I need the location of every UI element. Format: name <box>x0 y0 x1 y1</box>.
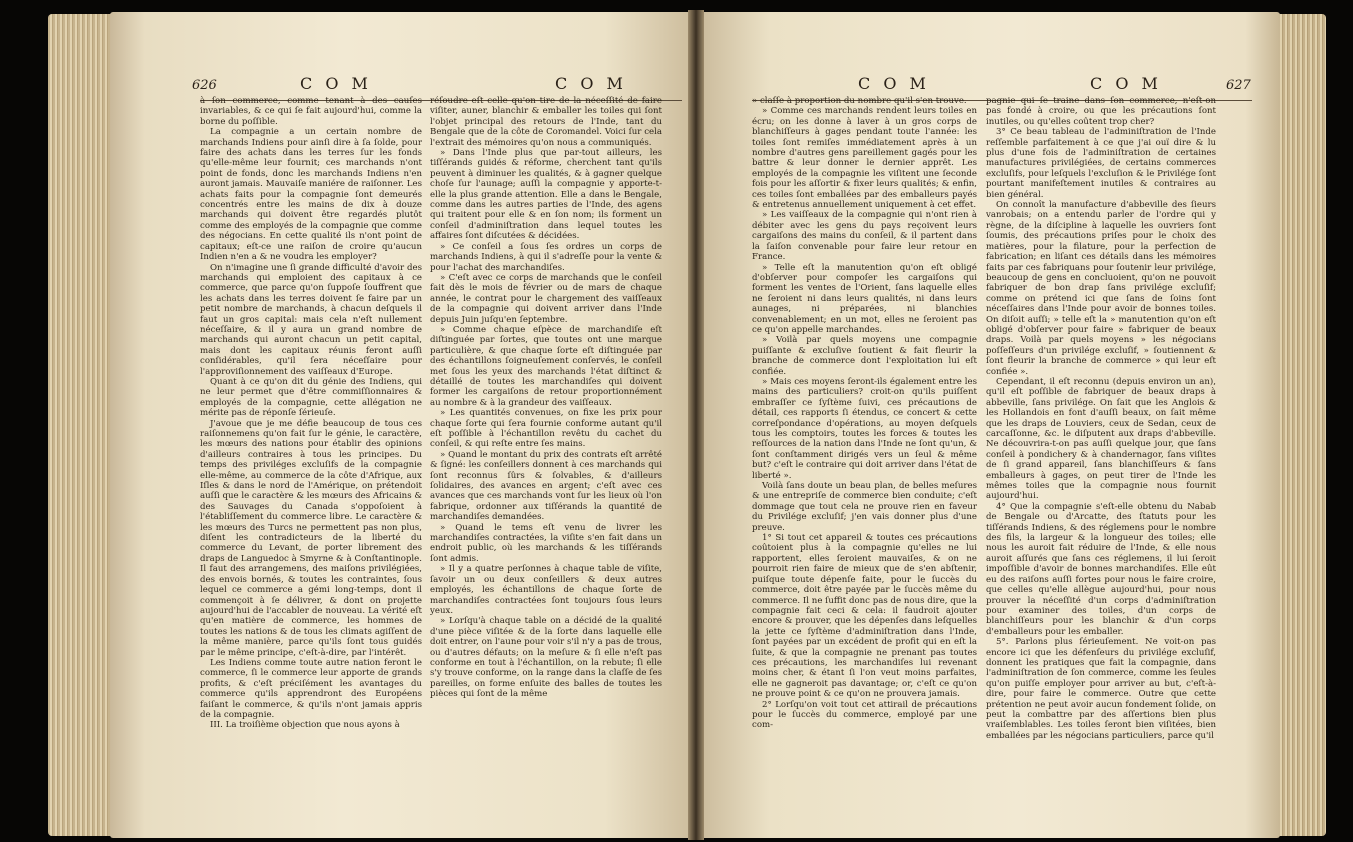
paragraph: Cependant, il eſt reconnu (depuis environ un an), qu'il eſt poſſible de fabriquer de beaux draps à abbeville, ſans privilége. On ſait que les Anglois & les Hollandois en font d'auſſi beaux, on ſait même que les draps de Louviers, ceux de Sedan, ceux de carcaſſonne, &c. le diſputent aux draps d'abbeville. Ne découvrira-t-on pas auſſi quelque jour, que ſans conſeil à pondichery & à chandernagor, ſans viſites de ſi grand appareil, ſans blanchiſſeurs & ſans emballeurs à gages, on peut tirer de l'Inde les mêmes toiles que la compagnie nous fournit aujourd'hui. <box>986 376 1216 502</box>
paragraph: III. La troiſième objection que nous ayons à <box>210 720 400 731</box>
paragraph: La compagnie a un certain nombre de marchands Indiens pour ainſi dire à ſa ſolde, pour faire des achats dans les terres ſur les fonds qu'elle-même leur fournit; ces marchands n'ont point de fonds, donc les marchands Indiens n'en auront jamais. Mauvaiſe maniére de raiſonner. Les achats faits pour la compagnie ſont demeurés concentrés entre les mains de dix à douze marchands qui doivent être regardés plutôt comme des employés de la compagnie que comme des négocians. En cette qualité ils n'ont point de capitaux; eſt-ce une raiſon de croire qu'aucun Indien n'en a & ne voudra les employer? <box>200 127 422 263</box>
paragraph: 5°. Parlons plus ſérieuſement. Ne voit-on pas encore ici que les défenſeurs du privilége excluſif, donnent les pratiques que fait la compagnie, dans l'adminiſtration de ſon commerce, comme les ſeules qu'on puiſſe employer pour arriver au but, c'eſt-à-dire, pour faire le commerce. Outre que cette prétention ne peut avoir aucun fondement ſolide, on peut la combattre par des aſſertions bien plus vraiſemblables. Les toiles ſeront bien viſitées, bien emballées par les négocians particuliers, parce qu'il <box>986 637 1216 741</box>
paragraph: à ſon commerce, comme tenant à des cauſes invariables, & ce qui ſe fait aujourd'hui, comme la borne du poſſible. <box>200 96 422 127</box>
text-column-1 <box>200 96 422 828</box>
text-column-1 <box>752 96 977 828</box>
paragraph: » C'eſt avec ce corps de marchands que le conſeil fait dès le mois de février ou de mars de chaque année, le contrat pour le chargement des vaiſſeaux de la compagnie qui doivent arriver dans l'Inde depuis Juin juſqu'en ſeptembre. <box>430 272 662 325</box>
paragraph: » Comme ces marchands rendent leurs toiles en écru; on les donne à laver à un gros corps de blanchiſſeurs à gages pendant toute l'année: les toiles ſont remiſes immédiatement après à un nombre d'autres gens pareillement gagés pour les battre & leur donner le dernier apprêt. Les employés de la compagnie les viſitent une ſeconde fois pour les aſſortir & fixer leurs qualités; & enfin, ces toiles ſont emballées par des emballeurs payés & entretenus annuellement uniquement à cet effet. <box>752 106 977 211</box>
right-page-edges <box>1278 14 1326 836</box>
paragraph: J'avoue que je me défie beaucoup de tous ces raiſonnemens qu'on fait ſur le génie, le caractère, les mœurs des nations pour établir des opinions d'ailleurs contraires à tous les principes. Du temps des priviléges excluſifs de la compagnie elle-même, au commerce de la côte d'Afrique, aux Iſles & dans le nord de l'Amérique, on prétendoit auſſi que le caractère & les mœurs des Africains & des Sauvages du Canada s'oppoſoient à l'établiſſement du commerce libre. Le caractère & les mœurs des Turcs ne permettent pas non plus, diſent les contradicteurs de la liberté du commerce du Levant, de porter librement des draps de Languedoc à Smyrne & à Conſtantinople. Il faut des arrangemens, des maiſons privilégiées, des envois bornés, & toutes les contraintes, ſous lequel ce commerce a gémi long-temps, dont il commençoit à ſe délivrer, & dont on projette aujourd'hui de l'accabler de nouveau. La vérité eſt qu'en matière de commerce, les hommes de toutes les nations & de tous les climats agiſſent de la même manière, parce qu'ils ſont tous guidés par le même principe, c'eſt-à-dire, par l'intérêt. <box>200 418 422 658</box>
paragraph: » Ce conſeil a ſous ſes ordres un corps de marchands Indiens, à qui il s'adreſſe pour la vente & pour l'achat des marchandiſes. <box>430 241 662 273</box>
paragraph: » Les vaiſſeaux de la compagnie qui n'ont rien à débiter avec les gens du pays reçoivent leurs cargaiſons des mains du conſeil, & il partent dans la ſaiſon convenable pour faire leur retour en France. <box>752 210 977 263</box>
paragraph: » Comme chaque eſpèce de marchandiſe eſt diſtinguée par ſortes, que toutes ont une marque particulière, & que chaque ſorte eſt diſtinguée par des échantillons ſoigneuſement conſervés, le conſeil met ſous les yeux des marchands l'état diſtinct & détaillé de toutes les marchandiſes qui doivent former les cargaiſons de retour proportionnément au nombre & à la grandeur des vaiſſeaux. <box>430 324 662 408</box>
left-page <box>110 12 692 838</box>
paragraph: » Il y a quatre perſonnes à chaque table de viſite, ſavoir un ou deux conſeillers & deux autres employés, les échantillons de chaque ſorte de marchandiſes contractées ſont toujours ſous leurs yeux. <box>430 564 662 616</box>
running-head-right: C O M <box>555 74 627 93</box>
paragraph: » Quand le montant du prix des contrats eſt arrêté & ſigné: les conſeillers donnent à ces marchands qui ſont reconnus ſûrs & ſolvables, & d'ailleurs ſolidaires, des avances en argent; c'eſt avec ces avances que ces marchands vont ſur les lieux où l'on fabrique, ordonner aux tiſſérands la quantité de marchandiſes demandées. <box>430 449 662 523</box>
page-number: 626 <box>192 78 217 93</box>
paragraph: On n'imagine une ſi grande difficulté d'avoir des marchands qui emploient des capitaux à ce commerce, que parce qu'on ſuppoſe ſouffrent que les achats dans les terres doivent ſe faire par un petit nombre de marchands, à chacun deſquels il faut un gros capital: mais cela n'eſt nullement néceſſaire, & il y aura un grand nombre de marchands qui auront chacun un petit capital, mais dont les capitaux réunis feront auſſi conſidérables, qu'il ſera néceſſaire pour l'approviſionnement des vaiſſeaux d'Europe. <box>200 262 422 377</box>
book-gutter <box>688 10 704 840</box>
right-page <box>700 12 1280 838</box>
paragraph: pagnie qui ſe traine dans ſon commerce, n'eſt-on pas fondé à croire, ou que les précautions ſont inutiles, ou qu'elles coûtent trop cher? <box>986 96 1216 127</box>
paragraph: » Les quantités convenues, on fixe les prix pour chaque ſorte qui ſera fournie conforme autant qu'il eſt poſſible à l'échantillon revêtu du cachet du conſeil, & qui reſte entre ſes mains. <box>430 408 662 450</box>
paragraph: » Dans l'Inde plus que par-tout ailleurs, les tiſſérands guidés & réforme, cherchent tant qu'ils peuvent à diminuer les qualités, & à gagner quelque choſe ſur l'aunage; auſſi la compagnie y apporte-t-elle la plus grande attention. Elle a dans le Bengale, comme dans les autres parties de l'Inde, des agens qui traitent pour elle & en ſon nom; ils forment un conſeil d'adminiſtration dans lequel toutes les affaires ſont diſcutées & décidées. <box>430 148 662 242</box>
paragraph: 4° Que la compagnie s'eſt-elle obtenu du Nabab de Bengale ou d'Arcatte, des ſtatuts pour les tiſſérands Indiens, & des réglemens pour le nombre des fils, la largeur & la longueur des toiles; elle nous les auroit fait réduire de l'Inde, & elle nous auroit aſſurés que ſans ces réglemens, il lui ſeroit impoſſible d'avoir de bonnes marchandiſes. Elle eût eu des raiſons auſſi fortes pour nous le faire croire, que celles qu'elle allègue aujourd'hui, pour nous prouver la néceſſité d'un corps d'adminiſtration pour examiner des toiles, d'un corps de blanchiſſeurs pour les blanchir & d'un corps d'emballeurs pour les emballer. <box>986 501 1216 637</box>
paragraph: » Mais ces moyens ſeront-ils également entre les mains des particuliers? croit-on qu'ils puiſſent embraſſer ce ſyſtème ſuivi, ces précautions de détail, ces rapports ſi étendus, ce concert & cette correſpondance d'opérations, au moyen deſquels tous les comptoirs, toutes les forces & toutes les reſſources de la nation dans l'Inde ne ſont qu'un, & ſont conſtamment dirigés vers un ſeul & même but? c'eſt le contraire qui doit arriver dans l'état de liberté ». <box>752 376 977 481</box>
page-number: 627 <box>1226 78 1251 93</box>
paragraph: » Lorſqu'à chaque table on a décidé de la qualité d'une pièce viſitée & de la ſorte dans laquelle elle doit entrer, on l'aune pour voir s'il n'y a pas de trous, ou d'autres défauts; on la meſure & ſi elle n'eſt pas conforme en tout à l'échantillon, on la rebute; ſi elle s'y trouve conforme, on la range dans la claſſe de ſes pareilles, on forme enſuite des balles de toutes les pièces qui ſont de la même <box>430 616 662 700</box>
paragraph: Voilà ſans doute un beau plan, de belles meſures & une entrepriſe de commerce bien conduite; c'eſt dommage que tout cela ne prouve rien en faveur du Privilége excluſif; j'en vais donner plus d'une preuve. <box>752 481 977 533</box>
paragraph: réſoudre eſt celle qu'on tire de la néceſſité de faire viſiter, auner, blanchir & emballer les toiles qui ſont l'objet principal des retours de l'Inde, tant du Bengale que de la côte de Coromandel. Voici ſur cela l'extrait des mémoires qu'on nous a communiqués. <box>430 96 662 148</box>
running-head-right: C O M <box>1090 74 1162 93</box>
running-head-left: C O M <box>858 74 930 93</box>
paragraph: » claſſe à proportion du nombre qu'il s'en trouve. <box>752 96 967 106</box>
paragraph: Les Indiens comme toute autre nation feront le commerce, ſi le commerce leur apporte de grands profits, & c'eſt préciſément les avantages du commerce qu'ils apprendront des Européens faiſant le commerce, & qu'ils n'ont jamais appris de la compagnie. <box>200 657 422 720</box>
paragraph: 2° Lorſqu'on voit tout cet attirail de précautions pour le ſuccès du commerce, employé par une com- <box>752 699 977 731</box>
paragraph: Quant à ce qu'on dit du génie des Indiens, qui ne leur permet que d'être commiſſionnaires & employés de la compagnie, cette allégation ne mérite pas de réponſe ſérieuſe. <box>200 376 422 419</box>
running-head-left: C O M <box>300 74 372 93</box>
text-column-2 <box>430 96 662 828</box>
left-page-edges <box>48 14 112 836</box>
paragraph: » Telle eſt la manutention qu'on eſt obligé d'obſerver pour compoſer les cargaiſons qui forment les ventes de l'Orient, ſans laquelle elles ne ſeroient ni dans leurs qualités, ni dans leurs aunages, ni préparées, ni blanchies convenablement; en un mot, elles ne ſeroient pas ce qu'on appelle marchandes. <box>752 262 977 335</box>
paragraph: 1° Si tout cet appareil & toutes ces précautions coûtoient plus à la compagnie qu'elles ne lui rapportent, elles ſeroient mauvaiſes, & on ne pourroit rien faire de mieux que de s'en abſtenir, puiſque toute dépenſe faite, pour le ſuccès du commerce, doit être payée par le ſuccès même du commerce. Il ne ſuffit donc pas de nous dire, que la compagnie fait ceci & cela: il faudroit ajouter encore & prouver, que les dépenſes dans leſquelles la jette ce ſyſtème d'adminiſtration dans l'Inde, ſont payées par un excédent de profit qui en eſt la ſuite, & que la compagnie ne prenant pas toutes ces précautions, les marchandiſes lui revenant moins cher, & étant ſi l'on veut moins parfaites, elle ne gagneroit pas davantage; or, c'eſt ce qu'on ne prouve point & ce qu'on ne prouvera jamais. <box>752 533 977 700</box>
text-column-2 <box>986 96 1216 828</box>
paragraph: 3° Ce beau tableau de l'adminiſtration de l'Inde reſſemble parfaitement à ce que j'ai ouï dire & lu plus d'une fois de l'adminiſtration de certaines manufactures privilégiées, de certains commerces excluſifs, pour leſquels l'excluſion & le Privilége ſont pourtant manifeſtement inutiles & contraires au bien général. <box>986 127 1216 200</box>
paragraph: » Quand le tems eſt venu de livrer les marchandiſes contractées, la viſite s'en fait dans un endroit public, où les marchands & les tiſſérands ſont admis. <box>430 522 662 564</box>
paragraph: » Voilà par quels moyens une compagnie puiſſante & excluſive ſoutient & fait fleurir la branche de commerce dont l'exploitation lui eſt confiée. <box>752 335 977 377</box>
paragraph: On connoît la manufacture d'abbeville des ſieurs vanrobais; on a entendu parler de l'ordre qui y règne, de la diſcipline à laquelle les ouvriers ſont ſoumis, des précautions priſes pour le choix des matières, pour la filature, pour la perfection de fabrication; en liſant ces détails dans les mémoires faits par ces fabriquans pour ſoutenir leur privilége, beaucoup de gens en concluoient, qu'on ne pouvoit fabriquer de bon drap ſans privilége excluſif; comme on prétend ici que ſans de ſoins ſont néceſſaires dans l'Inde pour avoir de bonnes toiles. On diſoit auſſi; » telle eſt la » manutention qu'on eſt obligé d'obſerver pour faire » fabriquer de beaux draps. Voilà par quels moyens » les négocians poſſeſſeurs d'un privilége excluſif, » ſoutiennent & ſont fleurir la branche de commerce » qui leur eſt confiée ». <box>986 200 1216 377</box>
